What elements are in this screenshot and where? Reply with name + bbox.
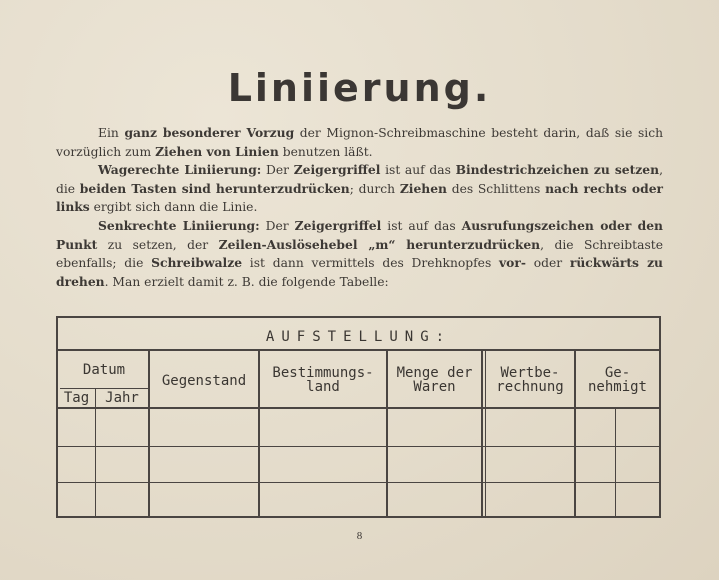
text-run: des Schlittens: [447, 181, 546, 196]
page-number: 8: [356, 530, 363, 542]
text-run: benutzen läßt.: [278, 144, 373, 159]
typewriter-table: [56, 316, 661, 518]
text-run: ; durch: [349, 181, 400, 196]
col-jahr: Jahr: [105, 390, 139, 406]
text-run: ergibt sich dann die Linie.: [89, 200, 258, 215]
text-run: der Mignon-Schreibmaschine besteht darin, daß sie sich vorzüglich zum: [56, 126, 664, 159]
body-text: [56, 124, 663, 291]
text-run: Ein: [98, 126, 125, 140]
table-rule: [615, 409, 616, 516]
col-genehmigt-line2: nehmigt: [587, 379, 647, 395]
bold-text: rückwärts zu drehen: [56, 255, 663, 289]
paragraph: [56, 217, 663, 291]
bold-text: Ziehen: [399, 180, 447, 196]
table-rule: [481, 351, 483, 516]
table-rule: [60, 388, 148, 389]
bold-text: Zeigergriffel: [293, 162, 381, 178]
text-run: Der: [261, 163, 294, 178]
paragraph: [56, 124, 663, 161]
col-tag: Tag: [63, 390, 90, 406]
table-caption: AUFSTELLUNG:: [265, 329, 452, 345]
bold-text: ganz besonderer Vorzug: [124, 125, 295, 140]
bold-text: beiden Tasten sind herunterzudrücken: [79, 180, 350, 196]
table-rule: [95, 388, 96, 516]
bold-text: Wagerechte Liniierung:: [98, 162, 262, 178]
text-run: Der: [259, 218, 295, 233]
col-gegenstand: Gegenstand: [161, 373, 247, 389]
col-bestimmungsland-line1: Bestimmungs-: [272, 365, 374, 381]
col-wertberechnung-line1: Wertbe-: [500, 365, 560, 381]
page-title: Liniierung.: [227, 66, 492, 110]
text-run: , die Schreibtaste ebenfalls; die: [56, 237, 663, 271]
bold-text: Zeigergriffel: [294, 217, 382, 233]
text-run: ist dann vermittels des Drehknopfes: [242, 256, 500, 271]
bold-text: Ausrufungszeichen oder den Punkt: [56, 217, 663, 252]
text-run: zu setzen, der: [97, 237, 219, 252]
bold-text: Senkrechte Liniierung:: [98, 217, 260, 233]
bold-text: Zeilen-Auslösehebel „m“ herunterzudrücken: [218, 236, 541, 252]
text-run: . Man erzielt damit z. B. die folgende Tabelle:: [104, 274, 389, 289]
bold-text: Bindestrichzeichen zu setzen: [455, 162, 660, 178]
col-datum: Datum: [82, 362, 126, 378]
col-genehmigt-line1: Ge-: [604, 365, 631, 381]
paragraph: [56, 161, 663, 217]
col-wertberechnung-line2: rechnung: [496, 379, 564, 395]
text-run: ist auf das: [381, 218, 462, 233]
col-menge-line1: Menge der: [396, 365, 473, 381]
bold-text: nach rechts oder links: [56, 180, 664, 215]
text-run: , die: [56, 163, 663, 196]
text-run: oder: [525, 256, 570, 271]
bold-text: vor-: [499, 255, 526, 271]
bold-text: Schreibwalze: [151, 255, 243, 271]
bold-text: Ziehen von Linien: [155, 143, 279, 159]
col-bestimmungsland-line2: land: [306, 379, 340, 395]
col-menge-line2: Waren: [413, 379, 456, 395]
text-run: ist auf das: [380, 163, 456, 178]
